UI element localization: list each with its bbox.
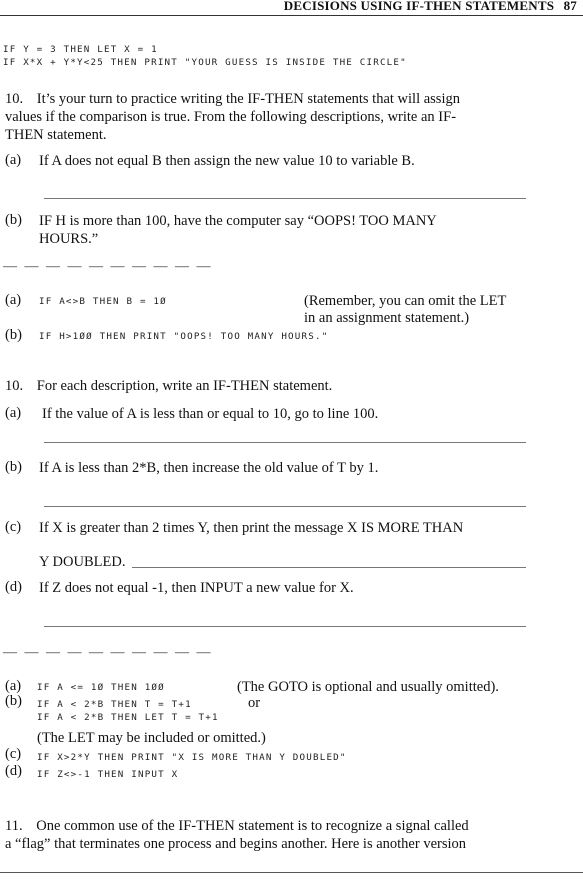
running-title: DECISIONS USING IF-THEN STATEMENTS xyxy=(283,0,555,13)
footer-rule xyxy=(0,872,583,873)
q10b-b-label: (b) xyxy=(5,459,22,475)
q10-intro-line-3: THEN statement. xyxy=(5,127,107,143)
ans10-a-note-line-2: in an assignment statement.) xyxy=(304,310,470,326)
ans10-a-code: IF A<>B THEN B = 1Ø xyxy=(39,296,167,307)
ans10-a-note-line-1: (Remember, you can omit the LET xyxy=(304,293,507,309)
q10-intro-line-1: 10. It’s your turn to practice writing the IF-THEN statements that will assign xyxy=(5,91,460,107)
q10-a-text: If A does not equal B then assign the new value 10 to variable B. xyxy=(39,153,415,169)
q10b-c-label: (c) xyxy=(5,519,22,535)
q10-a-answer-blank[interactable] xyxy=(44,198,526,199)
q10b-d-text: If Z does not equal -1, then INPUT a new value for X. xyxy=(39,580,354,596)
q10b-a-label: (a) xyxy=(5,405,22,421)
q11-line-2: a “flag” that terminates one process and begins another. Here is another version xyxy=(5,836,467,852)
page-number: 87 xyxy=(563,0,577,13)
ans10b-b-code-2: IF A < 2*B THEN LET T = T+1 xyxy=(37,712,219,723)
q11-line-1: 11. One common use of the IF-THEN statement is to recognize a signal called xyxy=(5,818,469,834)
q10b-b-text: If A is less than 2*B, then increase the old value of T by 1. xyxy=(39,460,379,476)
ans10b-b-label: (b) xyxy=(5,693,22,709)
q11-number: 11. xyxy=(5,818,23,834)
intro-code-line-1: IF Y = 3 THEN LET X = 1 xyxy=(3,44,158,55)
ans10b-d-code: IF Z<>-1 THEN INPUT X xyxy=(37,769,179,780)
ans10b-b-note: (The LET may be included or omitted.) xyxy=(37,730,266,746)
q10b-a-text: If the value of A is less than or equal to 10, go to line 100. xyxy=(42,406,379,422)
q10-a-label: (a) xyxy=(5,152,22,168)
q10b-intro: 10. For each description, write an IF-THEN statement. xyxy=(5,378,333,394)
q10b-c-answer-blank[interactable] xyxy=(132,567,526,568)
q10b-c-text-line-2: Y DOUBLED. xyxy=(39,554,126,570)
q10b-d-label: (d) xyxy=(5,579,22,595)
answer-separator-2: — — — — — — — — — — xyxy=(3,645,213,660)
ans10-b-label: (b) xyxy=(5,327,22,343)
q10b-a-answer-blank[interactable] xyxy=(44,442,526,443)
page-header xyxy=(284,0,577,14)
q10b-c-text-line-1: If X is greater than 2 times Y, then print the message X IS MORE THAN xyxy=(39,520,464,536)
ans10b-b-or: or xyxy=(248,695,261,711)
q10-b-text-line-1: IF H is more than 100, have the computer say “OOPS! TOO MANY xyxy=(39,213,437,229)
intro-code-line-2: IF X*X + Y*Y<25 THEN PRINT "YOUR GUESS IS INSIDE THE CIRCLE" xyxy=(3,57,407,68)
ans10-b-code: IF H>1ØØ THEN PRINT "OOPS! TOO MANY HOURS." xyxy=(39,331,329,342)
ans10-a-label: (a) xyxy=(5,292,22,308)
ans10b-a-note: (The GOTO is optional and usually omitted). xyxy=(237,679,499,695)
q10-b-label: (b) xyxy=(5,212,22,228)
ans10b-c-code: IF X>2*Y THEN PRINT "X IS MORE THAN Y DOUBLED" xyxy=(37,752,347,763)
ans10b-b-code-1: IF A < 2*B THEN T = T+1 xyxy=(37,699,192,710)
q10-b-text-line-2: HOURS.” xyxy=(39,231,99,247)
ans10b-a-code: IF A <= 1Ø THEN 1ØØ xyxy=(37,682,165,693)
q10b-d-answer-blank[interactable] xyxy=(44,626,526,627)
q10b-number: 10. xyxy=(5,378,24,394)
ans10b-d-label: (d) xyxy=(5,763,22,779)
ans10b-a-label: (a) xyxy=(5,678,22,694)
ans10b-c-label: (c) xyxy=(5,746,22,762)
q10-number: 10. xyxy=(5,91,24,107)
q10b-b-answer-blank[interactable] xyxy=(44,506,526,507)
q10-intro-line-2: values if the comparison is true. From the following descriptions, write an IF- xyxy=(5,109,457,125)
header-rule xyxy=(0,15,583,16)
answer-separator-1: — — — — — — — — — — xyxy=(3,259,213,274)
